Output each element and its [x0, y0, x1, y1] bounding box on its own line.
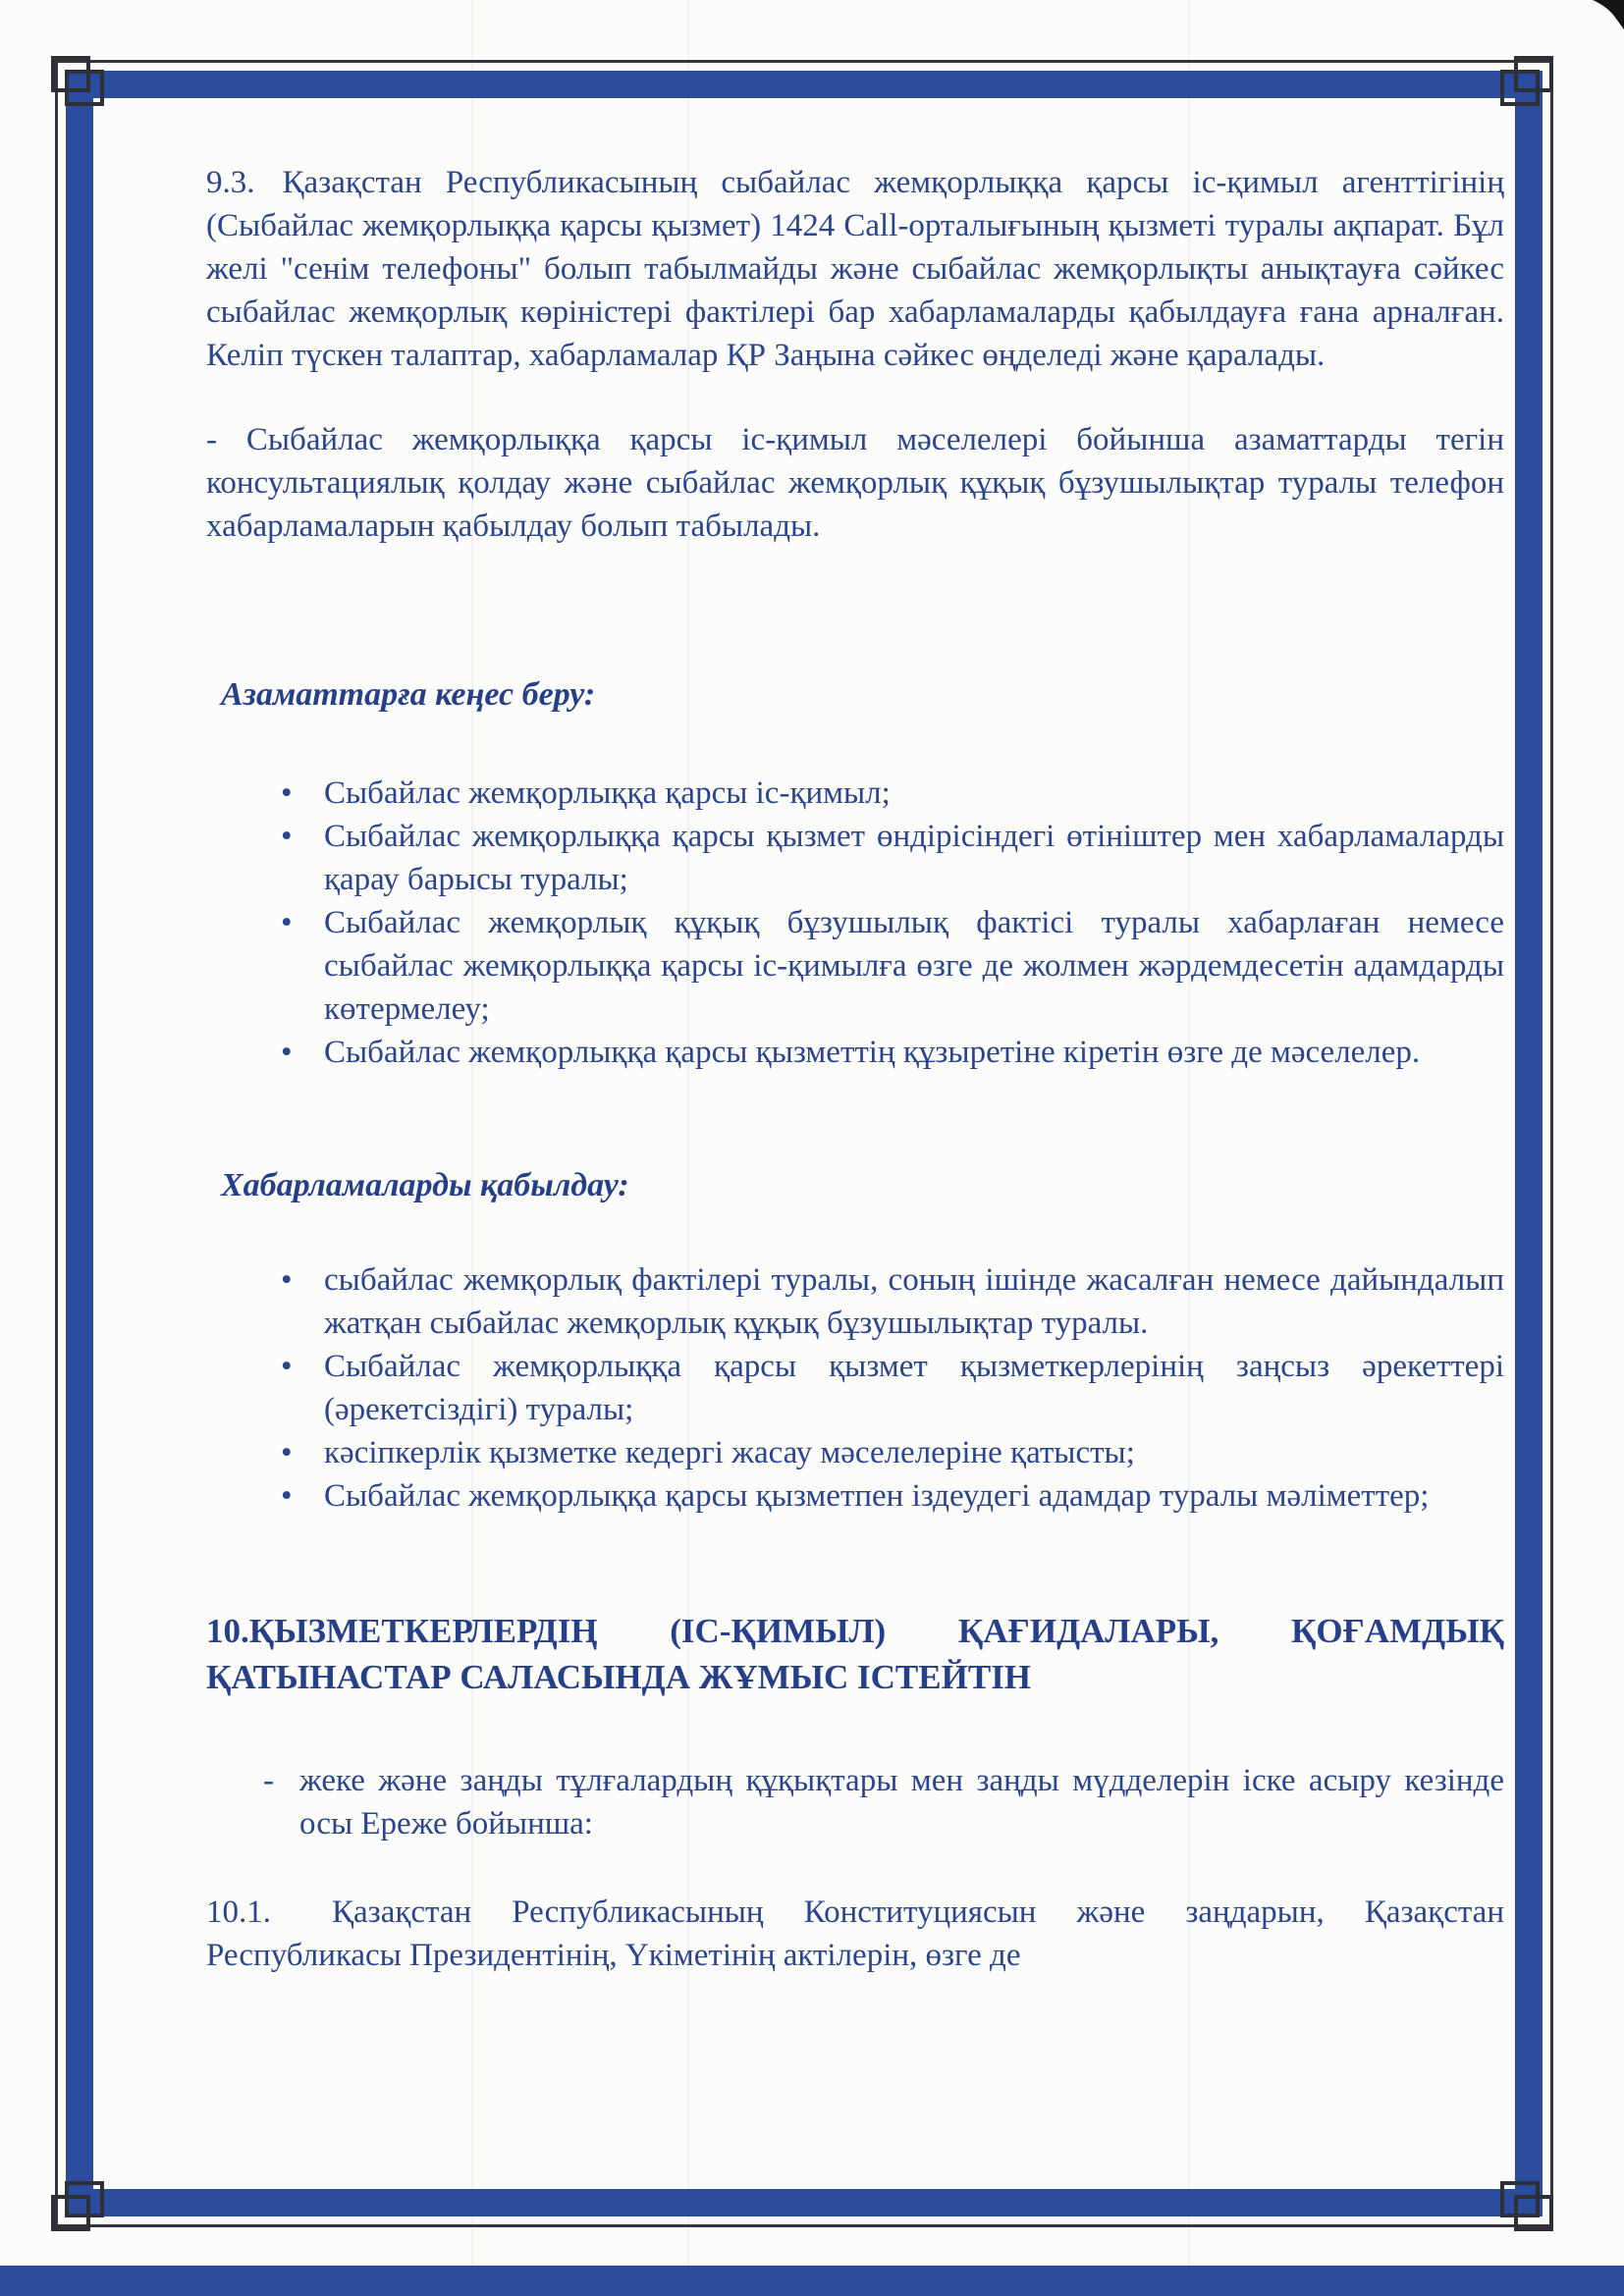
dash-item-text: жеке және заңды тұлғалардың құқықтары мен заңды мүдделерін іске асыру кезінде осы Ереже бойынша: — [299, 1763, 1504, 1842]
dash-item-section-10 — [206, 1759, 1504, 1845]
heading-consulting: Азаматтарға кеңес беру: — [221, 676, 596, 713]
scan-artifact-icon — [1589, 0, 1624, 29]
consulting-list — [206, 772, 1504, 1074]
document-content — [206, 102, 1504, 1977]
paragraph-10-1 — [206, 1891, 1504, 1977]
dash-marker: - — [263, 1763, 274, 1798]
clause-text: Қазақстан Республикасының Конституциясын және заңдарын, Қазақстан Республикасы Президентінің, Үкіметінің актілерін, өзге де — [206, 1895, 1504, 1973]
clause-number: 9.3. — [206, 165, 255, 200]
paragraph-dash: - Сыбайлас жемқорлыққа қарсы іс-қимыл мәселелері бойынша азаматтарды тегін консультациялық қолдау және сыбайлас жемқорлық құқық бұзушылықтар туралы телефон хабарламаларын қабылдау болып табылады. — [206, 422, 1504, 544]
clause-number: 10.1. — [206, 1895, 271, 1930]
corner-ornament-icon — [1500, 70, 1540, 106]
corner-ornament-icon — [65, 2181, 104, 2217]
list-item: • Сыбайлас жемқорлыққа қарсы қызмет қызметкерлерінің заңсыз әрекеттері (әрекетсіздігі) туралы; — [206, 1345, 1504, 1431]
list-item: • Сыбайлас жемқорлыққа қарсы қызмет өндірісіндегі өтініштер мен хабарламаларды қарау барысы туралы; — [206, 815, 1504, 901]
paragraph-9-3 — [206, 161, 1504, 377]
receiving-list — [206, 1258, 1504, 1518]
clause-text: Қазақстан Республикасының сыбайлас жемқорлыққа қарсы іс-қимыл агенттігінің (Сыбайлас жемқорлыққа қарсы қызмет) 1424 Call-орталығының қызметі туралы ақпарат. Бұл желі "сенім телефоны" болып табылмайды және сыбайлас жемқорлықты анықтауға сәйкес сыбайлас жемқорлық көріністері фактілері бар хабарламаларды қабылдауға ғана арналған. Келіп түскен талаптар, хабарламалар ҚР Заңына сәйкес өңделеді және қаралады. — [206, 165, 1504, 373]
list-item: • Сыбайлас жемқорлыққа қарсы іс-қимыл; — [206, 772, 1504, 815]
list-item: • кәсіпкерлік қызметке кедергі жасау мәселелеріне қатысты; — [206, 1431, 1504, 1474]
list-item: • Сыбайлас жемқорлыққа қарсы қызметтің құзыретіне кіретін өзге де мәселелер. — [206, 1031, 1504, 1074]
corner-ornament-icon — [1500, 2181, 1540, 2217]
heading-section-10: 10.ҚЫЗМЕТКЕРЛЕРДІҢ (ІС-ҚИМЫЛ) ҚАҒИДАЛАРЫ, ҚОҒАМДЫҚ ҚАТЫНАСТАР САЛАСЫНДА ЖҰМЫС ІСТЕЙТІН — [206, 1612, 1504, 1696]
list-item: • Сыбайлас жемқорлыққа қарсы қызметпен іздеудегі адамдар туралы мәліметтер; — [206, 1474, 1504, 1518]
list-item: • сыбайлас жемқорлық фактілері туралы, соның ішінде жасалған немесе дайындалып жатқан сыбайлас жемқорлық құқық бұзушылықтар туралы. — [206, 1258, 1504, 1345]
heading-receiving: Хабарламаларды қабылдау: — [221, 1167, 629, 1203]
bottom-scan-strip — [0, 2266, 1624, 2296]
corner-ornament-icon — [65, 70, 104, 106]
list-item: • Сыбайлас жемқорлық құқық бұзушылық фактісі туралы хабарлаған немесе сыбайлас жемқорлыққа қарсы іс-қимылға өзге де жолмен жәрдемдесетін адамдарды көтермелеу; — [206, 901, 1504, 1031]
